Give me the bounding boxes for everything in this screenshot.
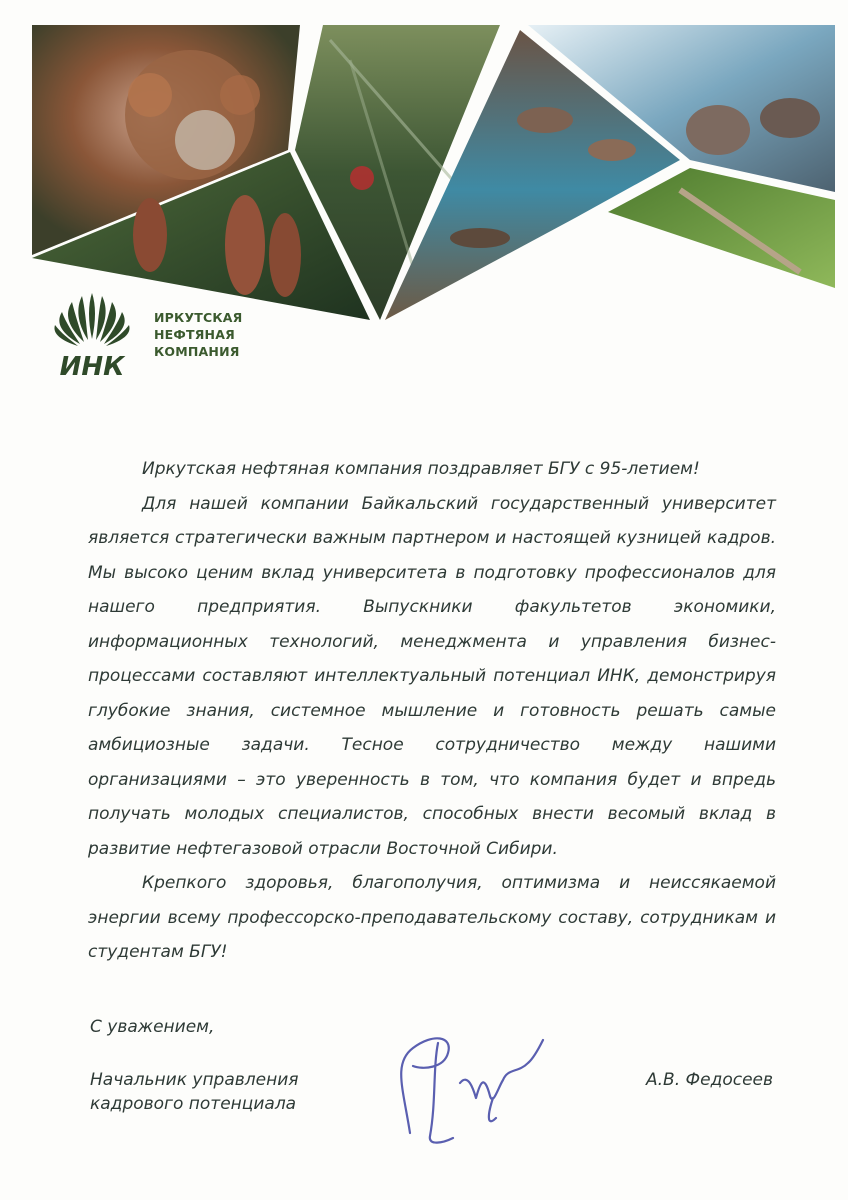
logo-fan-icon xyxy=(54,293,129,346)
signer-position-line: кадрового потенциала xyxy=(90,1094,297,1114)
signer-name: А.В. Федосеев xyxy=(646,1070,774,1090)
company-name-line: ИРКУТСКАЯ xyxy=(154,310,243,325)
letter-paragraph-greeting: Иркутская нефтяная компания поздравляет БГУ с 95-летием! xyxy=(142,459,700,479)
header-photo-collage xyxy=(0,0,848,330)
signer-position-line: Начальник управления xyxy=(90,1070,299,1090)
letter-paragraph-main: Для нашей компании Байкальский государственный университет является стратегически важным партнером и настоящей кузницей кадров. Мы высоко ценим вклад университета в подготовку профессионалов для нашего предприятия. Выпускники факультетов экономики, информационных технологий, менеджмента и управления бизнес-процессами составляют интеллектуальный потенциал ИНК, демонстрируя глубокие знания, системное мышление и готовность решать самые амбициозные задачи. Тесное сотрудничество между нашими организациями – это уверенность в том, что компания будет и впредь получать молодых специалистов, способных внести весомый вклад в развитие нефтегазовой отрасли Восточной Сибири. xyxy=(88,493,776,859)
company-name-line: НЕФТЯНАЯ xyxy=(154,327,235,342)
fallen-tree-photo xyxy=(608,168,835,288)
company-name xyxy=(154,309,243,360)
letter-paragraph-wishes: Крепкого здоровья, благополучия, оптимизма и неиссякаемой энергии всему профессорско-преподавательскому составу, сотрудникам и студентам БГУ! xyxy=(88,873,776,962)
company-logo xyxy=(52,287,132,383)
logo-mark-text: ИНК xyxy=(59,352,125,382)
letter-closing: С уважением, xyxy=(90,1017,215,1037)
letter-body xyxy=(88,452,776,970)
handwritten-signature xyxy=(378,1018,558,1153)
company-name-line: КОМПАНИЯ xyxy=(154,344,240,359)
signer-position xyxy=(90,1068,299,1116)
